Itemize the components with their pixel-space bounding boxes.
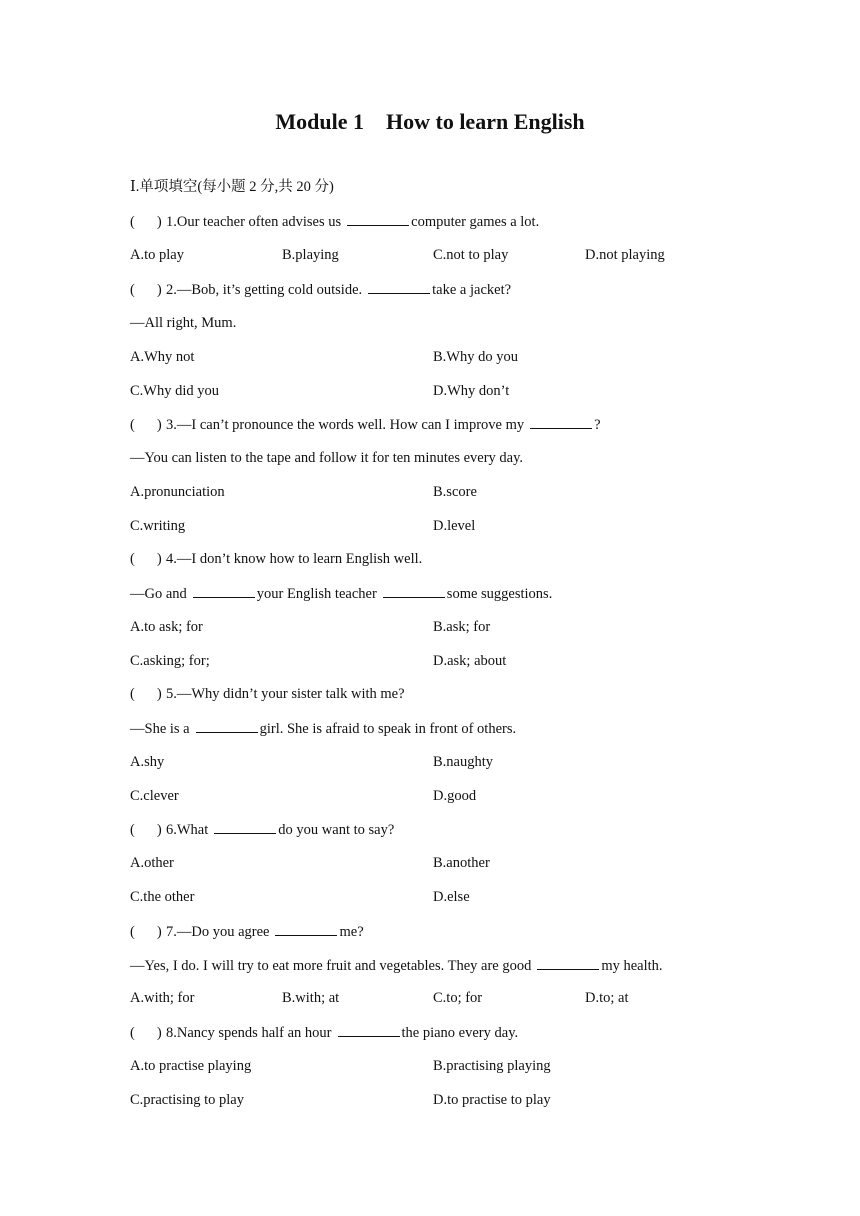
question-reply: —She is a girl. She is afraid to speak in front of others. [130, 718, 516, 739]
option-c: C.to; for [433, 990, 483, 1006]
answer-paren[interactable]: ( ) [130, 417, 162, 433]
option-c: C.writing [130, 518, 186, 534]
section-heading: Ⅰ.单项填空(每小题 2 分,共 20 分) [130, 179, 334, 195]
option-b: B.another [433, 855, 490, 871]
option-a: A.to practise playing [130, 1058, 252, 1074]
answer-blank[interactable] [196, 718, 258, 733]
option-a: A.Why not [130, 349, 195, 365]
option-b: B.ask; for [433, 619, 491, 635]
question-3: ( ) 3.—I can’t pronounce the words well. How can I improve my ? [130, 414, 601, 435]
option-c: C.not to play [433, 247, 509, 263]
option-d: D.good [433, 788, 477, 804]
question-2: ( ) 2.—Bob, it’s getting cold outside. take a jacket? [130, 279, 511, 300]
answer-blank[interactable] [214, 819, 276, 834]
option-c: C.practising to play [130, 1092, 244, 1108]
option-b: B.playing [282, 247, 339, 263]
answer-blank[interactable] [338, 1022, 400, 1037]
option-d: D.ask; about [433, 653, 507, 669]
option-d: D.Why don’t [433, 383, 510, 399]
option-a: A.to play [130, 247, 184, 263]
answer-blank[interactable] [383, 583, 445, 598]
option-a: A.with; for [130, 990, 195, 1006]
option-c: C.Why did you [130, 383, 220, 399]
option-a: A.shy [130, 754, 165, 770]
option-a: A.to ask; for [130, 619, 203, 635]
option-a: A.other [130, 855, 174, 871]
option-d: D.not playing [585, 247, 665, 263]
answer-paren[interactable]: ( ) [130, 551, 162, 567]
option-c: C.the other [130, 889, 195, 905]
answer-paren[interactable]: ( ) [130, 282, 162, 298]
option-d: D.to practise to play [433, 1092, 551, 1108]
answer-blank[interactable] [193, 583, 255, 598]
option-c: C.asking; for; [130, 653, 210, 669]
answer-blank[interactable] [530, 414, 592, 429]
option-c: C.clever [130, 788, 179, 804]
question-reply: —Go and your English teacher some suggestions. [130, 583, 552, 604]
answer-paren[interactable]: ( ) [130, 686, 162, 702]
question-6: ( ) 6.What do you want to say? [130, 819, 394, 840]
question-5: ( ) 5.—Why didn’t your sister talk with me? [130, 686, 405, 702]
page-title: Module 1 How to learn English [275, 109, 585, 134]
answer-paren[interactable]: ( ) [130, 214, 162, 230]
question-1: ( ) 1.Our teacher often advises us computer games a lot. [130, 211, 539, 232]
answer-paren[interactable]: ( ) [130, 1025, 162, 1041]
question-reply: —All right, Mum. [130, 315, 237, 331]
option-b: B.score [433, 484, 477, 500]
option-b: B.with; at [282, 990, 340, 1006]
question-7: ( ) 7.—Do you agree me? [130, 921, 364, 942]
option-b: B.Why do you [433, 349, 518, 365]
question-4: ( ) 4.—I don’t know how to learn English well. [130, 551, 423, 567]
option-d: D.level [433, 518, 476, 534]
option-d: D.else [433, 889, 470, 905]
answer-paren[interactable]: ( ) [130, 822, 162, 838]
option-b: B.naughty [433, 754, 494, 770]
question-reply: —You can listen to the tape and follow it for ten minutes every day. [130, 450, 524, 466]
question-8: ( ) 8.Nancy spends half an hour the piano every day. [130, 1022, 518, 1043]
answer-blank[interactable] [347, 211, 409, 226]
option-b: B.practising playing [433, 1058, 551, 1074]
question-reply: —Yes, I do. I will try to eat more fruit and vegetables. They are good my health. [130, 955, 663, 976]
answer-blank[interactable] [275, 921, 337, 936]
answer-blank[interactable] [368, 279, 430, 294]
answer-paren[interactable]: ( ) [130, 924, 162, 940]
answer-blank[interactable] [537, 955, 599, 970]
option-d: D.to; at [585, 990, 629, 1006]
option-a: A.pronunciation [130, 484, 225, 500]
